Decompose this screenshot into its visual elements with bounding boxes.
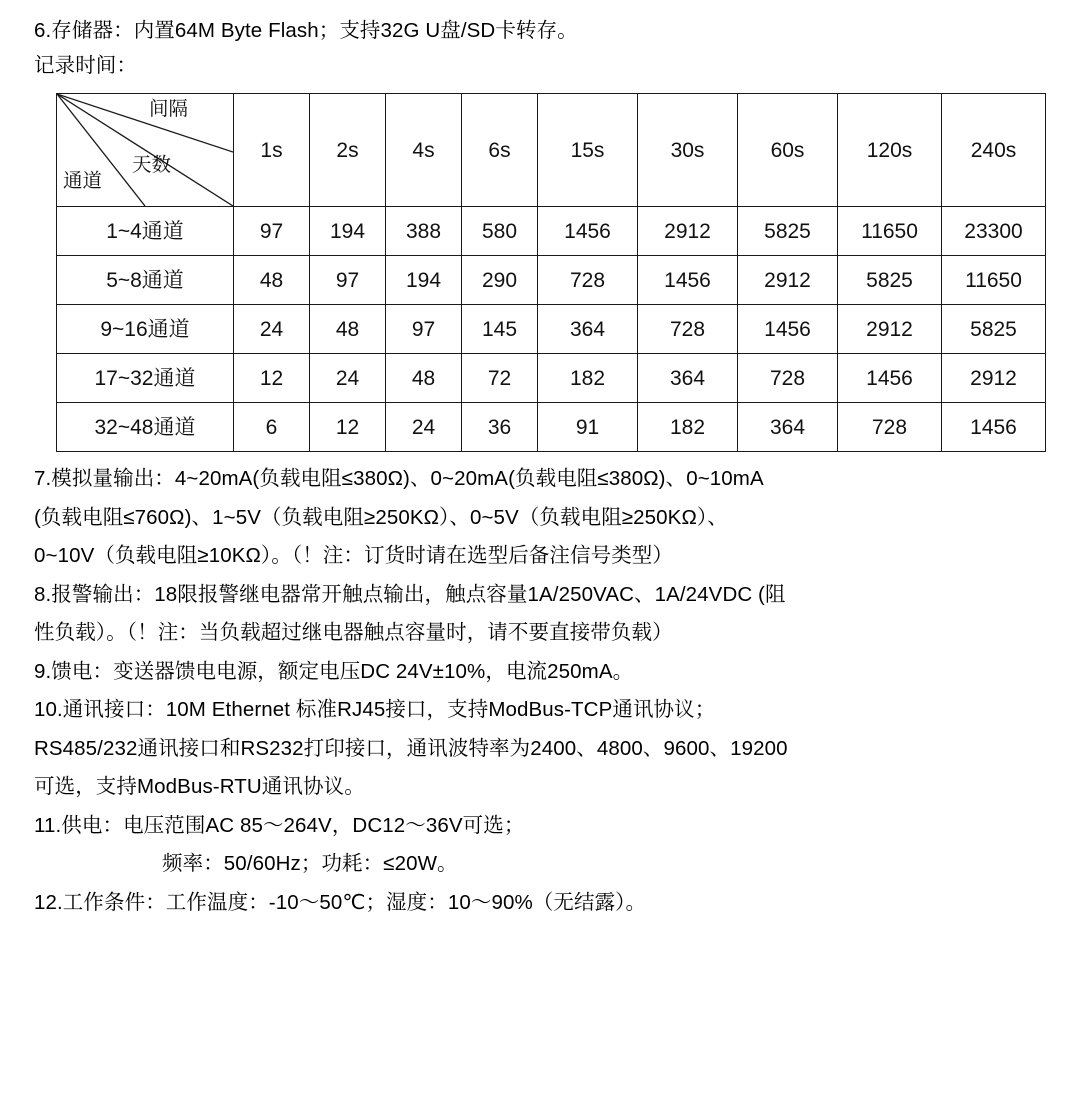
spec-comm-interface-line-2: RS485/232通讯接口和RS232打印接口，通讯波特率为2400、4800、9600、19200 [34, 736, 788, 760]
table-cell: 1456 [538, 207, 638, 256]
table-cell: 24 [386, 403, 462, 452]
record-time-label: 记录时间： [34, 53, 137, 77]
spec-item-storage: 6.存储器：内置64M Byte Flash；支持32G U盘/SD卡转存。 [34, 19, 578, 42]
record-time-table-wrap [56, 93, 1058, 452]
table-cell: 580 [462, 207, 538, 256]
table-cell: 11650 [942, 256, 1046, 305]
table-col-header: 1s [234, 94, 310, 207]
table-cell: 2912 [738, 256, 838, 305]
table-col-header: 120s [838, 94, 942, 207]
table-cell: 728 [738, 354, 838, 403]
table-cell: 48 [386, 354, 462, 403]
table-cell: 24 [310, 354, 386, 403]
table-col-header: 6s [462, 94, 538, 207]
table-cell: 48 [234, 256, 310, 305]
table-cell: 728 [838, 403, 942, 452]
corner-channel-label: 通道 [63, 170, 103, 192]
table-cell: 1456 [738, 305, 838, 354]
table-cell: 97 [386, 305, 462, 354]
table-row-header: 5~8通道 [57, 256, 234, 305]
table-cell: 182 [638, 403, 738, 452]
table-cell: 97 [234, 207, 310, 256]
table-cell: 728 [538, 256, 638, 305]
table-cell: 364 [638, 354, 738, 403]
table-row [57, 403, 1046, 452]
table-cell: 728 [638, 305, 738, 354]
spec-alarm-output-line-2: 性负载）。（！注：当负载超过继电器触点容量时，请不要直接带负载） [34, 621, 673, 644]
spec-analog-output-line-3: 0~10V（负载电阻≥10KΩ）。（！注：订货时请在选型后备注信号类型） [34, 544, 673, 567]
table-cell: 24 [234, 305, 310, 354]
table-cell: 48 [310, 305, 386, 354]
table-cell: 2912 [638, 207, 738, 256]
table-cell: 2912 [942, 354, 1046, 403]
table-cell: 12 [234, 354, 310, 403]
table-row [57, 305, 1046, 354]
table-col-header: 15s [538, 94, 638, 207]
table-cell: 11650 [838, 207, 942, 256]
table-col-header: 60s [738, 94, 838, 207]
table-cell: 182 [538, 354, 638, 403]
spec-analog-output-line-1: 7.模拟量输出：4~20mA(负载电阻≤380Ω)、0~20mA(负载电阻≤380Ω)、0~10mA [34, 467, 764, 490]
table-cell: 1456 [638, 256, 738, 305]
table-row-header: 1~4通道 [57, 207, 234, 256]
table-row-header: 17~32通道 [57, 354, 234, 403]
table-cell: 290 [462, 256, 538, 305]
spec-power-feed-line-1: 9.馈电：变送器馈电电源，额定电压DC 24V±10%，电流250mA。 [34, 659, 634, 683]
table-cell: 23300 [942, 207, 1046, 256]
table-cell: 194 [310, 207, 386, 256]
table-cell: 1456 [838, 354, 942, 403]
table-col-header: 240s [942, 94, 1046, 207]
table-col-header: 4s [386, 94, 462, 207]
corner-days-label: 天数 [132, 154, 172, 176]
table-row-header: 9~16通道 [57, 305, 234, 354]
table-cell: 12 [310, 403, 386, 452]
table-cell: 36 [462, 403, 538, 452]
table-cell: 72 [462, 354, 538, 403]
table-cell: 91 [538, 403, 638, 452]
table-cell: 6 [234, 403, 310, 452]
corner-interval-label: 间隔 [149, 98, 189, 120]
table-cell: 145 [462, 305, 538, 354]
table-cell: 1456 [942, 403, 1046, 452]
table-cell: 5825 [942, 305, 1046, 354]
table-row [57, 354, 1046, 403]
table-cell: 194 [386, 256, 462, 305]
table-corner-cell [57, 94, 234, 207]
table-cell: 2912 [838, 305, 942, 354]
spec-power-supply-line-1: 11.供电：电压范围AC 85～264V，DC12～36V可选； [34, 813, 525, 837]
spec-working-conditions-line-1: 12.工作条件：工作温度：-10～50℃；湿度：10～90%（无结露）。 [34, 890, 647, 914]
table-cell: 364 [538, 305, 638, 354]
spec-paragraphs [34, 460, 1058, 922]
spec-comm-interface-line-1: 10.通讯接口：10M Ethernet 标准RJ45接口，支持ModBus-TCP通讯协议； [34, 698, 716, 721]
table-cell: 5825 [838, 256, 942, 305]
table-row [57, 256, 1046, 305]
spec-analog-output-line-2: (负载电阻≤760Ω)、1~5V（负载电阻≥250KΩ）、0~5V（负载电阻≥250KΩ）、 [34, 505, 728, 529]
record-time-table [56, 93, 1046, 452]
table-cell: 364 [738, 403, 838, 452]
spec-alarm-output-line-1: 8.报警输出：18限报警继电器常开触点输出，触点容量1A/250VAC、1A/24VDC (阻 [34, 582, 786, 606]
table-col-header: 2s [310, 94, 386, 207]
spec-comm-interface-line-3: 可选，支持ModBus-RTU通讯协议。 [34, 775, 365, 798]
table-cell: 388 [386, 207, 462, 256]
table-col-header: 30s [638, 94, 738, 207]
spec-power-supply-subline-1: 频率：50/60Hz；功耗：≤20W。 [162, 852, 458, 875]
table-header-row [57, 94, 1046, 207]
table-row-header: 32~48通道 [57, 403, 234, 452]
table-cell: 97 [310, 256, 386, 305]
table-row [57, 207, 1046, 256]
table-cell: 5825 [738, 207, 838, 256]
